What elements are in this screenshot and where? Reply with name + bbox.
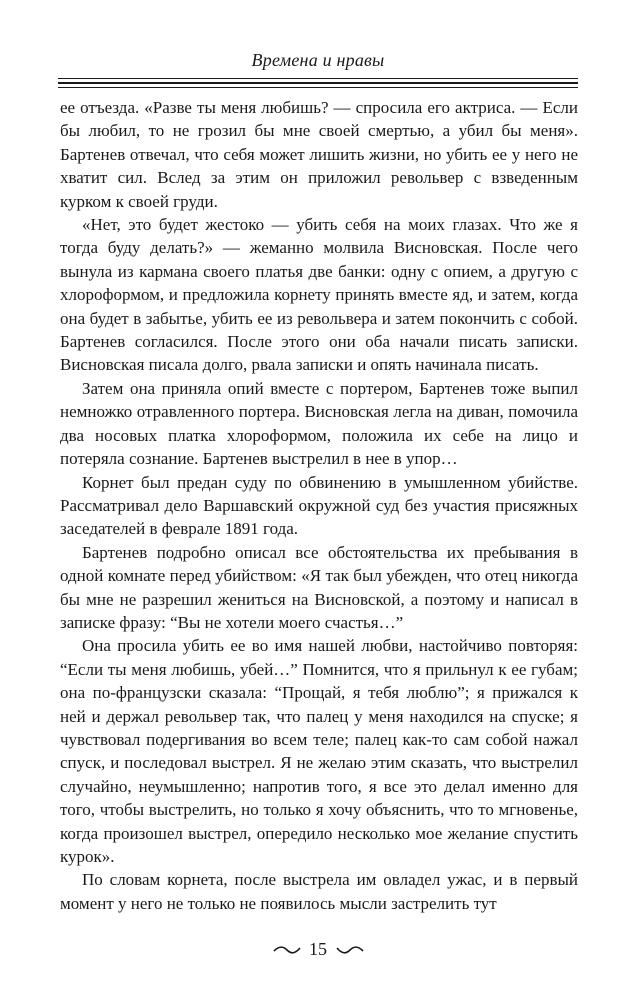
page-folio xyxy=(0,938,636,960)
paragraph-1: ее отъезда. «Разве ты меня любишь? — спросила его актриса. — Если бы любил, то не грозил бы мне своей смертью, а убил бы меня». Бартенев отвечал, что себя может лишить жизни, но убить ее у него не хватит сил. Вслед за этим он приложил револьвер с взведенным курком к своей груди. xyxy=(60,98,578,211)
paragraph-6: Она просила убить ее во имя нашей любви, настойчиво повторяя: “Если ты меня любишь, убей…” Помнится, что я прильнул к ее губам; она по-французски сказала: “Прощай, я тебя люблю”; я прижался к ней и держал револьвер так, что палец у меня находился на спуске; я чувствовал подергивания во всем теле; палец как-то сам собой нажал спуск, и последовал выстрел. Я не желаю этим сказать, что выстрелил случайно, неумышленно; напротив того, я все это делал именно для того, чтобы выстрелить, но только я хочу объяснить, что то мгновенье, когда произошел выстрел, опередило несколько мое желание спустить курок». xyxy=(60,636,578,866)
swash-right-ornament xyxy=(336,945,364,955)
page-number: 15 xyxy=(309,939,327,960)
paragraph-3: Затем она приняла опий вместе с портером, Бартенев тоже выпил немножко отравленного портера. Висновская легла на диван, помочила два носовых платка хлороформом, положила их себе на лицо и потеряла сознание. Бартенев выстрелил в нее в упор… xyxy=(60,378,578,469)
body-text xyxy=(60,96,578,915)
paragraph-7: По словам корнета, после выстрела им овладел ужас, и в первый момент у него не только не появилось мысли застрелить тут xyxy=(60,870,578,913)
header-rule-thick xyxy=(58,82,578,84)
running-head: Времена и нравы xyxy=(251,50,385,70)
paragraph-4: Корнет был предан суду по обвинению в умышленном убийстве. Рассматривал дело Варшавский окружной суд без участия присяжных заседателей в феврале 1891 года. xyxy=(60,472,578,539)
swash-left-ornament xyxy=(273,945,301,955)
header-rule-thin-bottom xyxy=(58,87,578,88)
paragraph-5: Бартенев подробно описал все обстоятельства их пребывания в одной комнате перед убийством: «Я так был убежден, что отец никогда бы мне не разрешил жениться на Висновской, а поэтому и написал в записке фразу: “Вы не хотели моего счастья…” xyxy=(60,542,578,632)
header-rule-thin-top xyxy=(58,78,578,79)
paragraph-2: «Нет, это будет жестоко — убить себя на моих глазах. Что же я тогда буду делать?» — жеманно молвила Висновская. После чего вынула из кармана своего платья две банки: одну с опием, а другую с хлороформом, и предложила корнету принять вместе яд, и затем, когда она будет в забытье, убить ее из револьвера и затем покончить с собой. Бартенев согласился. После этого они оба начали писать записки. Висновская писала долго, рвала записки и опять начинала писать. xyxy=(60,215,578,375)
